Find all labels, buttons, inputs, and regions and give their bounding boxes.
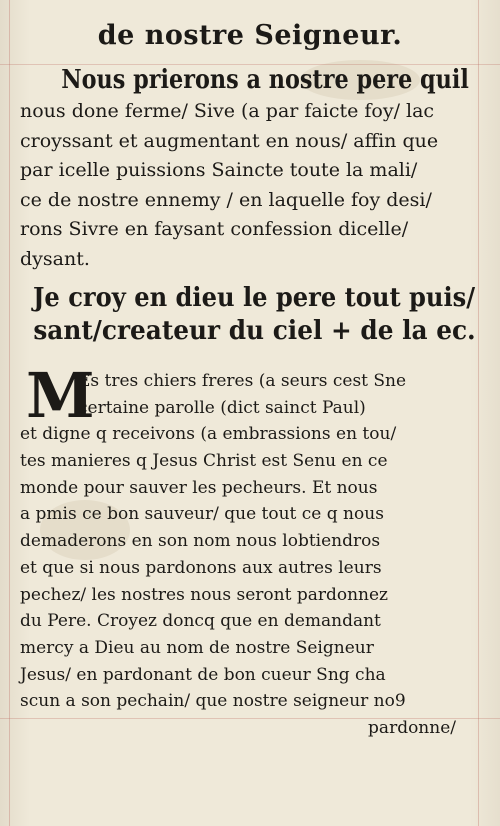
text-line: a pmis ce bon sauveur/ que tout ce q nous	[20, 504, 384, 525]
text-line: mercy a Dieu au nom de nostre Seigneur	[20, 637, 374, 658]
text-line: Es tres chiers freres (a seurs cest Sne	[78, 371, 407, 391]
text-line: sant/createur du ciel + de la ec.	[33, 316, 476, 346]
text-line: nous done ferme/ Sive (a par faicte foy/ lac	[20, 100, 435, 122]
text-line: pechez/ les nostres nous seront pardonnez	[20, 584, 389, 605]
text-line: dysant.	[20, 247, 90, 270]
text-line: certaine parolle (dict sainct Paul)	[78, 397, 366, 418]
text-line: et que si nous pardonons aux autres leurs	[20, 557, 382, 578]
drop-capital: M	[26, 359, 95, 432]
text-line: demaderons en son nom nous lobtiendros	[20, 531, 381, 552]
text-line: du Pere. Croyez doncq que en demandant	[20, 611, 381, 632]
credo-heading	[20, 282, 480, 348]
text-line: monde pour sauver les pecheurs. Et nous	[20, 477, 378, 498]
paragraph-exhortation	[20, 359, 480, 742]
text-line: ce de nostre ennemy / en laquelle foy desi/	[20, 188, 432, 211]
text-line: scun a son pechain/ que nostre seigneur no9	[20, 691, 406, 712]
text-line: et digne q receivons (a embrassions en tou/	[20, 424, 397, 445]
text-line: par icelle puissions Saincte toute la mali/	[20, 159, 418, 181]
paragraph-prayer	[20, 63, 480, 274]
text-line: Jesus/ en pardonant de bon cueur Sng cha	[20, 664, 386, 685]
text-line: pardonne/	[368, 717, 456, 738]
text-line: croyssant et augmentant en nous/ affin que	[20, 129, 439, 152]
text-line: Je croy en dieu le pere tout puis/	[33, 283, 476, 313]
running-head: de nostre Seigneur.	[97, 20, 403, 51]
text-line: tes manieres q Jesus Christ est Senu en ce	[20, 451, 388, 472]
text-line: Nous prierons a nostre pere quil	[61, 65, 469, 95]
left-ruling-line	[9, 0, 10, 826]
text-line: rons Sivre en faysant confession dicelle/	[20, 218, 409, 240]
